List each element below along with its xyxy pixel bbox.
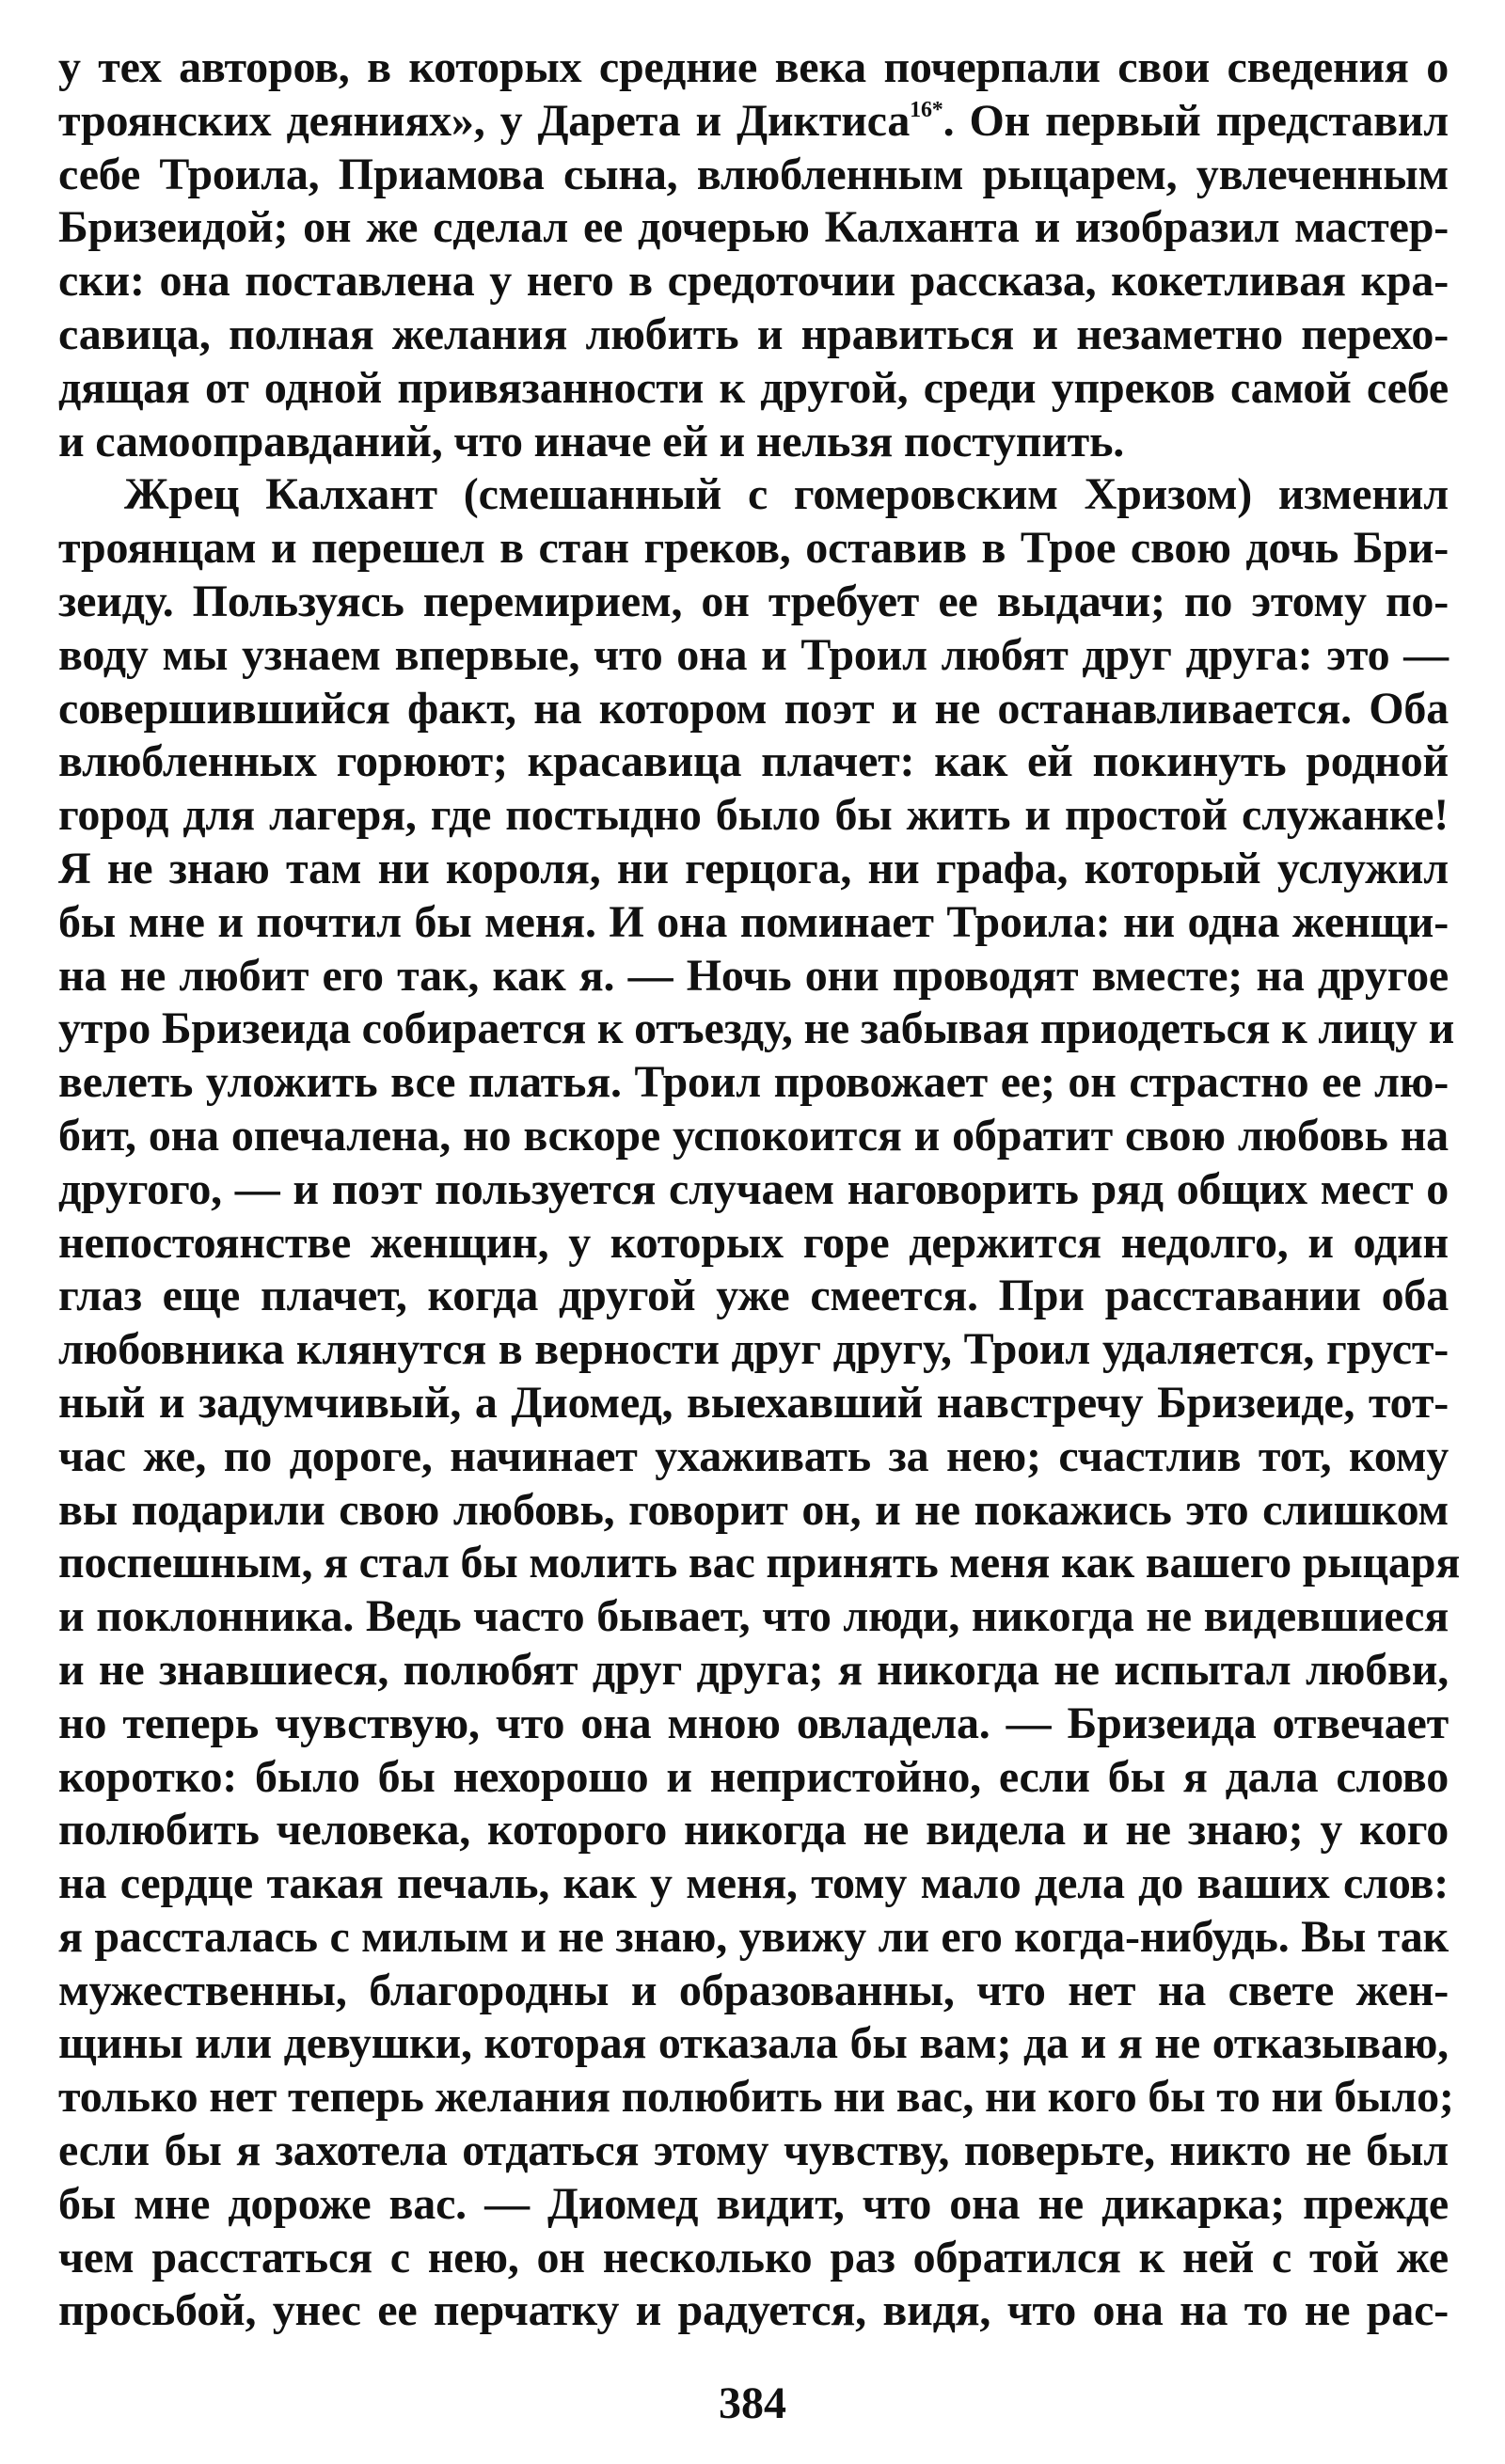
text-line: полюбить человека, которого никогда не видела и не знаю; у кого	[58, 1805, 1449, 1856]
page-number: 384	[719, 2378, 786, 2428]
text-line: дящая от одной привязанности к другой, среди упреков самой себе	[58, 362, 1449, 413]
text-line: бит, она опечалена, но вскоре успокоится и обратит свою любовь на	[58, 1110, 1449, 1161]
text-line: чем расстаться с нею, он несколько раз обратился к ней с той же	[58, 2232, 1449, 2282]
text-line: у тех авторов, в которых средние века почерпали свои сведения о	[58, 42, 1449, 92]
text-line: если бы я захотела отдаться этому чувству, поверьте, никто не был	[58, 2125, 1449, 2176]
line-text: . Он первый представил	[943, 95, 1449, 146]
text-line: Бризеидой; он же сделал ее дочерью Калханта и изобразил мастер-	[58, 202, 1449, 253]
body-text	[58, 41, 1460, 2338]
text-line: Я не знаю там ни короля, ни герцога, ни графа, который услужил	[58, 843, 1449, 893]
text-line: себе Троила, Приамова сына, влюбленным рыцарем, увлеченным	[58, 149, 1449, 199]
text-line: совершившийся факт, на котором поэт и не останавливается. Оба	[58, 683, 1449, 734]
text-line: поспешным, я стал бы молить вас принять меня как вашего рыцаря	[58, 1538, 1460, 1588]
text-line: вы подарили свою любовь, говорит он, и не покажись это слишком	[58, 1484, 1449, 1535]
text-line: ски: она поставлена у него в средоточии рассказа, кокетливая кра-	[58, 256, 1449, 307]
text-line: щины или девушки, которая отказала бы вам; да и я не отказываю,	[58, 2018, 1449, 2069]
text-line: непостоянстве женщин, у которых горе держится недолго, и один	[58, 1217, 1449, 1268]
text-line: другого, — и поэт пользуется случаем наговорить ряд общих мест о	[58, 1163, 1449, 1214]
text-line: я рассталась с милым и не знаю, увижу ли его когда-нибудь. Вы так	[58, 1911, 1449, 1962]
text-line: час же, по дороге, начинает ухаживать за нею; счастлив тот, кому	[58, 1430, 1449, 1481]
text-line: просьбой, унес ее перчатку и радуется, видя, что она на то не рас-	[58, 2285, 1449, 2336]
text-line	[58, 95, 1449, 149]
text-line: глаз еще плачет, когда другой уже смеется. При расставании оба	[58, 1271, 1449, 1321]
text-line: ный и задумчивый, а Диомед, выехавший навстречу Бризеиде, тот-	[58, 1377, 1449, 1428]
text-line: зеиду. Пользуясь перемирием, он требует ее выдачи; по этому по-	[58, 576, 1449, 626]
text-line: Жрец Калхант (смешанный с гомеровским Хризом) изменил	[124, 469, 1449, 520]
text-line: но теперь чувствую, что она мною овладела. — Бризеида отвечает	[58, 1698, 1449, 1748]
text-line: и поклонника. Ведь часто бывает, что люди, никогда не видевшиеся	[58, 1591, 1449, 1642]
text-line: и самооправданий, что иначе ей и нельзя поступить.	[58, 416, 1125, 466]
paragraph	[58, 41, 1449, 468]
text-line: велеть уложить все платья. Троил провожает ее; он страстно ее лю-	[58, 1057, 1449, 1108]
text-line: только нет теперь желания полюбить ни вас, ни кого бы то ни было;	[58, 2072, 1454, 2123]
text-line: и не знавшиеся, полюбят друг друга; я никогда не испытал любви,	[58, 1644, 1449, 1695]
text-line: коротко: было бы нехорошо и непристойно, если бы я дала слово	[58, 1751, 1449, 1802]
line-text: троянских деяниях», у Дарета и Диктиса	[58, 95, 911, 146]
text-line: воду мы узнаем впервые, что она и Троил любят друг друга: это —	[58, 629, 1449, 680]
text-line: утро Бризеида собирается к отъезду, не забывая приодеться к лицу и	[58, 1003, 1455, 1054]
text-line: савица, полная желания любить и нравиться и незаметно перехо-	[58, 308, 1449, 359]
paragraph	[58, 468, 1460, 2338]
text-line: любовника клянутся в верности друг другу, Троил удаляется, груст-	[58, 1324, 1449, 1375]
text-line: на не любит его так, как я. — Ночь они проводят вместе; на другое	[58, 950, 1449, 1001]
text-line: на сердце такая печаль, как у меня, тому мало дела до ваших слов:	[58, 1858, 1449, 1909]
text-line: город для лагеря, где постыдно было бы жить и простой служанке!	[58, 790, 1449, 841]
text-line: троянцам и перешел в стан греков, оставив в Трое свою дочь Бри-	[58, 523, 1449, 574]
text-line: бы мне дороже вас. — Диомед видит, что она не дикарка; прежде	[58, 2178, 1449, 2229]
text-line: влюбленных горюют; красавица плачет: как ей покинуть родной	[58, 736, 1449, 787]
footnote-marker: 16*	[910, 97, 943, 122]
text-line: мужественны, благородны и образованны, что нет на свете жен-	[58, 1965, 1449, 2015]
text-line: бы мне и почтил бы меня. И она поминает Троила: ни одна женщи-	[58, 896, 1449, 947]
